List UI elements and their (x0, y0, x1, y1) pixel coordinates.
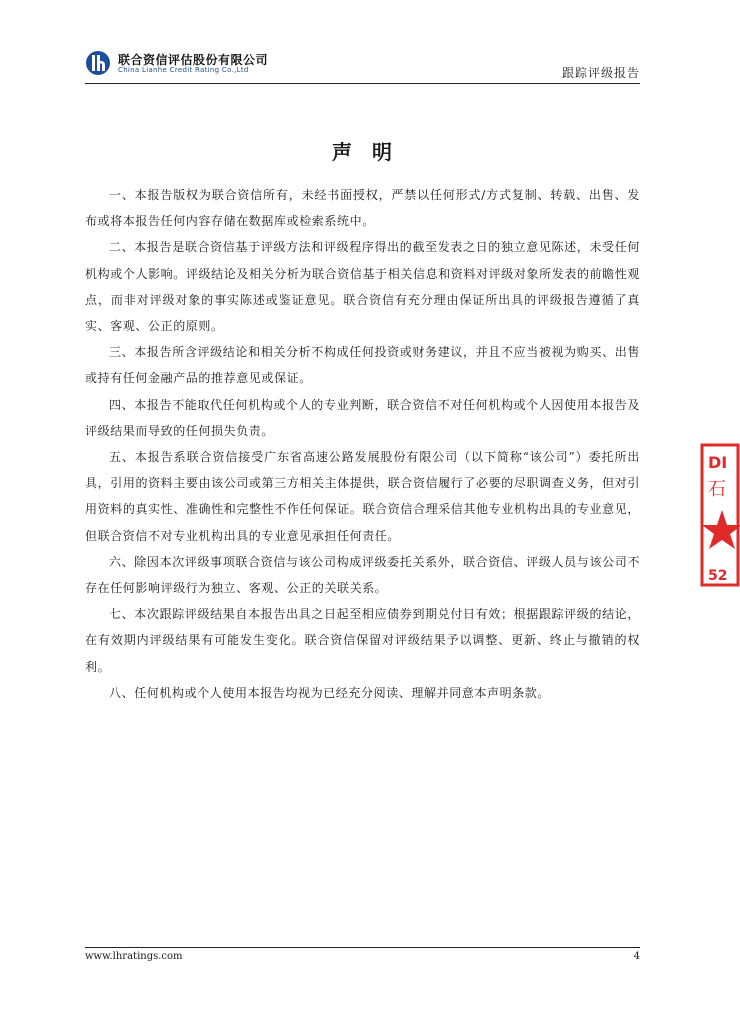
footer-website: www.lhratings.com (85, 951, 183, 962)
page-number: 4 (633, 951, 640, 962)
statement-paragraph-4: 四、本报告不能取代任何机构或个人的专业判断，联合资信不对任何机构或个人因使用本报告及评级结果而导致的任何损失负责。 (85, 397, 640, 438)
statement-paragraph-8: 八、任何机构或个人使用本报告均视为已经充分阅读、理解并同意本声明条款。 (109, 685, 551, 700)
statement-paragraph-7: 七、本次跟踪评级结果自本报告出具之日起至相应债券到期兑付日有效；根据跟踪评级的结论，在有效期内评级结果有可能发生变化。联合资信保留对评级结果予以调整、更新、终止与撤销的权利。 (85, 607, 640, 674)
statement-paragraph-1: 一、本报告版权为联合资信所有，未经书面授权，严禁以任何形式/方式复制、转载、出售、发布或将本报告任何内容存储在数据库或检索系统中。 (85, 188, 640, 229)
statement-paragraph-2: 二、本报告是联合资信基于评级方法和评级程序得出的截至发表之日的独立意见陈述，未受任何机构或个人影响。评级结论及相关分析为联合资信基于相关信息和资料对评级对象所发表的前瞻性观点，而非对评级对象的事实陈述或鉴证意见。联合资信有充分理由保证所出具的评级报告遵循了真实、客观、公正的原则。 (85, 240, 640, 334)
report-type-label: 跟踪评级报告 (561, 66, 640, 80)
page-title: 声明 (332, 140, 412, 164)
stamp-text-bottom: 52 (708, 568, 728, 584)
header-divider (85, 83, 640, 84)
company-name-en: China Lianhe Credit Rating Co.,Ltd (118, 66, 249, 74)
lianhe-logo-icon (85, 50, 111, 76)
statement-paragraph-6: 六、除因本次评级事项联合资信与该公司构成评级委托关系外，联合资信、评级人员与该公司不存在任何影响评级行为独立、客观、公正的关联关系。 (85, 554, 640, 596)
statement-body (85, 182, 640, 706)
statement-paragraph-3: 三、本报告所含评级结论和相关分析不构成任何投资或财务建议，并且不应当被视为购买、出售或持有任何金融产品的推荐意见或保证。 (85, 345, 640, 386)
footer-divider (85, 947, 640, 948)
page-header (85, 48, 640, 84)
stamp-text-mid: 石 (708, 479, 726, 500)
seal-stamp (700, 440, 740, 590)
stamp-text-top: DI (708, 453, 728, 472)
statement-paragraph-5: 五、本报告系联合资信接受广东省高速公路发展股份有限公司（以下简称“该公司”）委托所出具，引用的资料主要由该公司或第三方相关主体提供，联合资信履行了必要的尽职调查义务，但对引用资料的真实性、准确性和完整性不作任何保证。联合资信合理采信其他专业机构出具的专业意见，但联合资信不对专业机构出具的专业意见承担任何责任。 (85, 450, 640, 543)
company-name-cn: 联合资信评估股份有限公司 (118, 53, 269, 67)
